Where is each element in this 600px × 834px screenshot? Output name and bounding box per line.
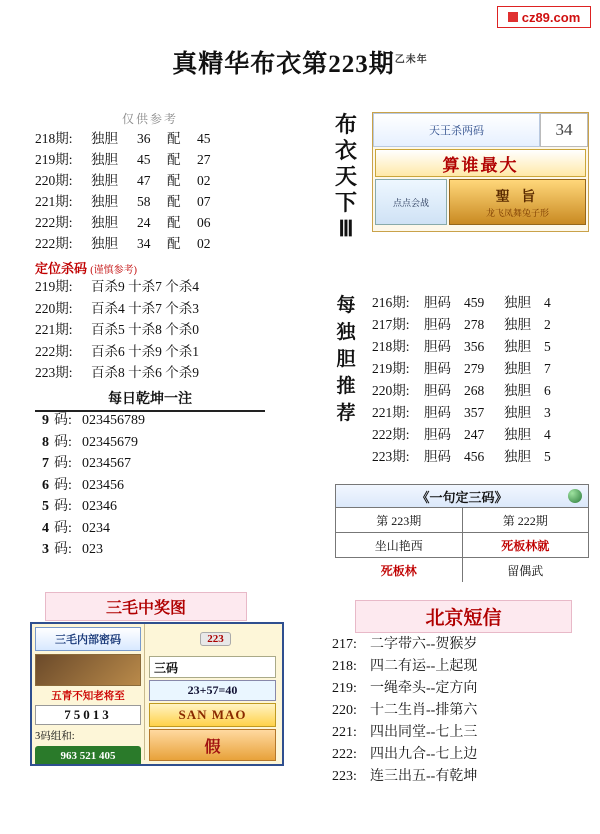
type-label: 胆码 <box>424 361 451 376</box>
sanmao-sanma-label: 三码 <box>149 656 276 678</box>
page-title <box>0 44 600 80</box>
issue-label: 219期: <box>35 152 73 167</box>
code-count: 7 <box>42 456 49 471</box>
dingwei-list <box>35 276 285 384</box>
banner-bottom-right <box>449 179 586 225</box>
list-item <box>35 170 265 191</box>
type-label: 胆码 <box>424 427 451 442</box>
type-label: 独胆 <box>91 131 118 146</box>
code-value: 02345679 <box>82 434 138 450</box>
code-count: 3 <box>42 542 49 557</box>
sanmao-image-panel <box>30 622 284 766</box>
banner-top-left: 天王杀两码 <box>373 113 540 147</box>
issue-label: 221: <box>332 725 357 740</box>
message-text: 连三出五--有乾坤 <box>370 769 478 784</box>
sanmao-issue-badge: 223 <box>200 632 231 646</box>
message-text: 四出九合--七上边 <box>370 747 478 762</box>
table-row <box>336 508 588 533</box>
left-section-caption: 仅供参考 <box>121 112 178 126</box>
issue-label: 221期: <box>35 194 73 209</box>
code-value: 02346 <box>82 499 117 514</box>
banner-scroll-sub: 龙飞凤舞兔子形 <box>485 207 549 218</box>
issue-label: 222期: <box>35 236 73 251</box>
list-item <box>42 496 282 518</box>
pei-value: 07 <box>197 194 211 209</box>
list-item <box>332 678 592 700</box>
type-label-2: 独胆 <box>504 383 531 398</box>
yiju-col2-head: 第 222期 <box>502 513 548 528</box>
yiju-header-text: 《一句定三码》 <box>416 489 508 505</box>
list-item <box>372 446 587 468</box>
banner-middle-slogan: 算谁最大 <box>375 149 586 177</box>
type-label-2: 独胆 <box>504 427 531 442</box>
number-value: 24 <box>137 215 151 230</box>
code-count: 9 <box>42 413 49 428</box>
message-text: 一绳牵头--定方向 <box>370 681 478 696</box>
sanmao-phone: 963 521 405 <box>35 746 141 766</box>
message-text: 四二有运--上起现 <box>370 659 478 674</box>
issue-label: 220期: <box>35 300 73 316</box>
dingwei-section-title <box>35 258 285 277</box>
message-text: 四出同堂--七上三 <box>370 725 478 740</box>
code-label: 码: <box>54 456 72 471</box>
logo-text: cz89.com <box>521 9 581 25</box>
page-title-text: 真精华布衣第223期 <box>172 51 395 78</box>
ball-icon <box>568 489 582 503</box>
type-label: 独胆 <box>91 152 118 167</box>
beijing-section-title: 北京短信 <box>355 600 572 633</box>
table-row <box>336 558 588 582</box>
list-item <box>35 233 265 254</box>
buyi-vertical-title: 布衣天下Ⅲ <box>334 112 357 241</box>
list-item <box>35 128 265 149</box>
type-label: 独胆 <box>91 173 118 188</box>
logo-square-icon <box>508 12 518 22</box>
issue-label: 217: <box>332 637 357 652</box>
yiju-col1-line1: 坐山艳西 <box>336 533 463 557</box>
list-item <box>35 149 265 170</box>
code-label: 码: <box>54 434 72 450</box>
danma-list <box>372 292 587 468</box>
code-count: 8 <box>42 434 49 450</box>
number-value: 459 <box>464 295 485 310</box>
sanmao-right-panel <box>145 624 280 760</box>
pei-value: 02 <box>197 236 211 251</box>
issue-label: 222期: <box>372 427 410 442</box>
issue-label: 219期: <box>35 279 73 294</box>
list-item <box>372 292 587 314</box>
issue-label: 222期: <box>35 215 73 230</box>
yiju-header <box>336 485 588 508</box>
sanmao-left-panel <box>32 624 145 760</box>
list-item <box>372 380 587 402</box>
issue-label: 223期: <box>372 449 410 464</box>
right-banner-image <box>372 112 589 232</box>
yiju-col1-line2: 死板林 <box>336 558 463 582</box>
banner-scroll-title: 聖 旨 <box>495 189 540 205</box>
sanmao-illustration <box>35 654 141 686</box>
type-label: 胆码 <box>424 405 451 420</box>
type-label-2: 独胆 <box>504 295 531 310</box>
list-item <box>35 191 265 212</box>
list-item <box>35 362 285 384</box>
list-item <box>372 336 587 358</box>
single-value: 3 <box>544 405 551 420</box>
code-label: 码: <box>54 499 72 514</box>
list-item <box>372 424 587 446</box>
single-value: 7 <box>544 361 551 376</box>
code-count: 5 <box>42 499 49 514</box>
qiankun-list <box>42 410 282 561</box>
kill-text: 百杀4 十杀7 个杀3 <box>91 300 199 316</box>
table-row <box>336 533 588 558</box>
issue-label: 222期: <box>35 343 73 359</box>
pei-label: 配 <box>167 236 181 251</box>
issue-label: 223: <box>332 769 357 784</box>
issue-label: 221期: <box>35 322 73 337</box>
issue-label: 222: <box>332 747 357 762</box>
single-value: 5 <box>544 449 551 464</box>
single-value: 4 <box>544 427 551 442</box>
code-count: 4 <box>42 520 49 536</box>
message-text: 二字带六--贺猴岁 <box>370 637 478 652</box>
pei-label: 配 <box>167 194 181 209</box>
list-item <box>332 656 592 678</box>
number-value: 268 <box>464 383 485 398</box>
number-value: 278 <box>464 317 485 332</box>
list-item <box>42 432 282 454</box>
type-label: 胆码 <box>424 383 451 398</box>
yiju-table <box>335 484 589 578</box>
type-label: 胆码 <box>424 295 451 310</box>
issue-label: 221期: <box>372 405 410 420</box>
list-item <box>332 722 592 744</box>
kill-text: 百杀6 十杀9 个杀1 <box>91 343 199 359</box>
type-label-2: 独胆 <box>504 361 531 376</box>
type-label: 胆码 <box>424 317 451 332</box>
yiju-col2-line2: 留偶武 <box>507 563 544 578</box>
list-item <box>35 341 285 363</box>
sanmao-issue-row <box>145 624 280 654</box>
list-item <box>35 298 285 320</box>
type-label: 独胆 <box>91 236 118 251</box>
issue-label: 220期: <box>372 383 410 398</box>
type-label-2: 独胆 <box>504 317 531 332</box>
type-label-2: 独胆 <box>504 405 531 420</box>
type-label: 独胆 <box>91 215 118 230</box>
dingwei-title-text: 定位杀码 <box>35 261 88 276</box>
pei-label: 配 <box>167 131 181 146</box>
sanmao-red-text: 五青不知老将至 <box>51 691 125 702</box>
banner-bottom-left: 点点会战 <box>375 179 447 225</box>
list-item <box>332 700 592 722</box>
code-label: 码: <box>54 477 72 493</box>
kill-text: 百杀9 十杀7 个杀4 <box>91 279 199 294</box>
qiankun-section-title: 每日乾坤一注 <box>35 388 265 412</box>
number-value: 357 <box>464 405 485 420</box>
pei-value: 27 <box>197 152 211 167</box>
list-item <box>332 634 592 656</box>
issue-label: 219期: <box>372 361 410 376</box>
sanmao-section-title: 三毛中奖图 <box>45 592 247 621</box>
issue-label: 223期: <box>35 365 73 380</box>
issue-label: 218期: <box>35 131 73 146</box>
kill-text: 百杀5 十杀8 个杀0 <box>91 322 199 337</box>
list-item <box>35 212 265 233</box>
single-value: 4 <box>544 295 551 310</box>
issue-label: 218期: <box>372 339 410 354</box>
type-label: 独胆 <box>91 194 118 209</box>
sanmao-jia-char: 假 <box>149 729 276 761</box>
sanmao-numbers: 75013 <box>35 705 141 725</box>
code-label: 码: <box>54 520 72 536</box>
number-value: 279 <box>464 361 485 376</box>
pei-label: 配 <box>167 215 181 230</box>
beijing-list <box>332 634 592 788</box>
code-value: 0234 <box>82 520 110 536</box>
type-label-2: 独胆 <box>504 449 531 464</box>
meidu-vertical-title: 每独胆推荐 <box>336 295 356 424</box>
number-value: 58 <box>137 194 151 209</box>
list-item <box>372 358 587 380</box>
pei-label: 配 <box>167 152 181 167</box>
single-value: 5 <box>544 339 551 354</box>
number-value: 45 <box>137 152 151 167</box>
message-text: 十二生肖--排第六 <box>370 703 478 718</box>
list-item <box>42 518 282 540</box>
banner-top-row <box>373 113 588 147</box>
type-label-2: 独胆 <box>504 339 531 354</box>
sanmao-sum-label: 3码组和: <box>35 731 75 742</box>
list-item <box>332 744 592 766</box>
banner-bottom-row <box>375 179 586 225</box>
number-value: 247 <box>464 427 485 442</box>
list-item <box>372 314 587 336</box>
site-logo <box>497 6 591 28</box>
list-item <box>372 402 587 424</box>
list-item <box>42 475 282 497</box>
code-count: 6 <box>42 477 49 493</box>
issue-label: 219: <box>332 681 357 696</box>
list-item <box>42 539 282 561</box>
list-item <box>35 319 285 341</box>
list-item <box>35 276 285 298</box>
yiju-col2-line1: 死板林就 <box>501 538 550 553</box>
sanmao-banner: 三毛内部密码 <box>35 627 141 651</box>
issue-label: 220期: <box>35 173 73 188</box>
pei-value: 45 <box>197 131 211 146</box>
number-value: 47 <box>137 173 151 188</box>
code-label: 码: <box>54 542 72 557</box>
sanmao-equation: 23+57=40 <box>149 680 276 701</box>
single-value: 2 <box>544 317 551 332</box>
issue-label: 220: <box>332 703 357 718</box>
number-value: 36 <box>137 131 151 146</box>
code-value: 023456 <box>82 477 124 493</box>
code-label: 码: <box>54 413 72 428</box>
type-label: 胆码 <box>424 449 451 464</box>
page-title-sup: 乙未年 <box>394 54 428 66</box>
code-value: 0234567 <box>82 456 131 471</box>
list-item <box>42 410 282 432</box>
dudan-list <box>35 128 265 254</box>
number-value: 356 <box>464 339 485 354</box>
list-item <box>42 453 282 475</box>
issue-label: 216期: <box>372 295 410 310</box>
single-value: 6 <box>544 383 551 398</box>
list-item <box>332 766 592 788</box>
type-label: 胆码 <box>424 339 451 354</box>
number-value: 456 <box>464 449 485 464</box>
yiju-col1-head: 第 223期 <box>336 508 463 532</box>
pei-value: 06 <box>197 215 211 230</box>
code-value: 023456789 <box>82 413 145 428</box>
code-value: 023 <box>82 542 103 557</box>
kill-text: 百杀8 十杀6 个杀9 <box>91 365 199 380</box>
issue-label: 217期: <box>372 317 410 332</box>
pei-value: 02 <box>197 173 211 188</box>
number-value: 34 <box>137 236 151 251</box>
dingwei-title-note: (谨慎参考) <box>90 265 137 276</box>
pei-label: 配 <box>167 173 181 188</box>
sanmao-brand: SAN MAO <box>149 703 276 727</box>
issue-label: 218: <box>332 659 357 674</box>
banner-top-right: 34 <box>540 113 588 147</box>
